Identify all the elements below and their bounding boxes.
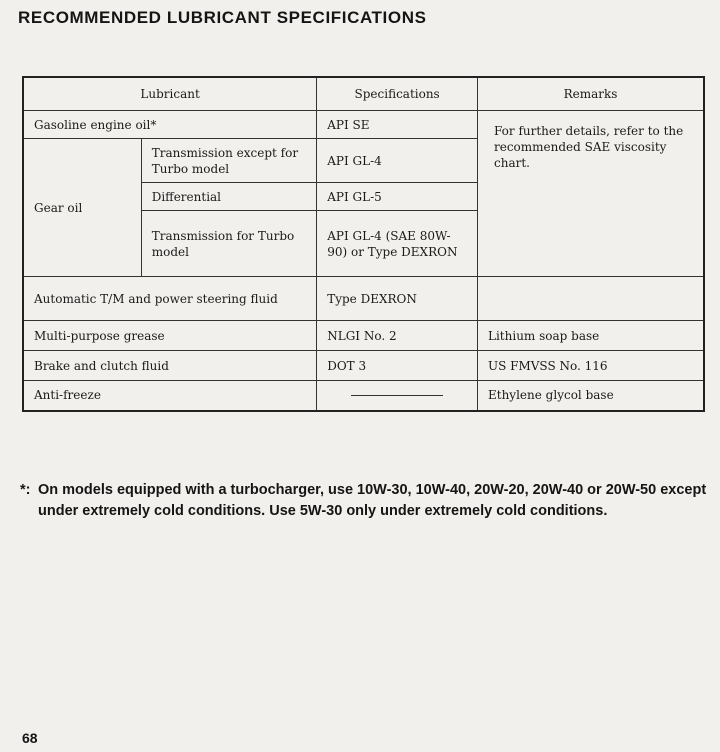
footnote-mark: *:: [20, 482, 31, 498]
table-header-row: [23, 77, 704, 111]
table-row: [23, 381, 704, 411]
header-specifications: Specifications: [317, 77, 478, 111]
empty-spec-dash: [351, 395, 443, 396]
table-row: [23, 277, 704, 321]
header-lubricant: Lubricant: [23, 77, 317, 111]
cell-gasoline-lubricant: Gasoline engine oil*: [23, 111, 317, 139]
cell-grease-spec: NLGI No. 2: [317, 321, 478, 351]
page-heading: RECOMMENDED LUBRICANT SPECIFICATIONS: [18, 8, 427, 27]
lubricant-spec-table: [22, 76, 705, 412]
cell-gasoline-spec: API SE: [317, 111, 478, 139]
cell-brake-remarks: US FMVSS No. 116: [478, 351, 705, 381]
cell-gear-sub2-label: Differential: [141, 183, 317, 211]
cell-antifreeze-lubricant: Anti-freeze: [23, 381, 317, 411]
cell-atf-remarks: [478, 277, 705, 321]
footnote-text: On models equipped with a turbocharger, use 10W-30, 10W-40, 20W-20, 20W-40 or 20W-50 except under extremely cold conditions. Use 5W-30 only under extremely cold conditions.: [38, 482, 707, 519]
cell-gear-sub2-spec: API GL-5: [317, 183, 478, 211]
cell-gear-sub3-spec: API GL-4 (SAE 80W-90) or Type DEXRON: [317, 211, 478, 277]
cell-grease-lubricant: Multi-purpose grease: [23, 321, 317, 351]
cell-grease-remarks: Lithium soap base: [478, 321, 705, 351]
table-row: [23, 111, 704, 139]
table-row: [23, 321, 704, 351]
cell-gear-sub1-spec: API GL-4: [317, 139, 478, 183]
cell-gear-lubricant: Gear oil: [23, 139, 141, 277]
cell-gear-remarks: For further details, refer to the recommended SAE viscosity chart.: [478, 111, 705, 277]
cell-antifreeze-spec: [317, 381, 478, 411]
cell-atf-spec: Type DEXRON: [317, 277, 478, 321]
header-remarks: Remarks: [478, 77, 705, 111]
cell-antifreeze-remarks: Ethylene glycol base: [478, 381, 705, 411]
cell-gear-sub1-label: Transmission except for Turbo model: [141, 139, 317, 183]
turbo-footnote: [20, 480, 710, 522]
cell-brake-spec: DOT 3: [317, 351, 478, 381]
cell-atf-lubricant: Automatic T/M and power steering fluid: [23, 277, 317, 321]
cell-gear-sub3-label: Transmission for Turbo model: [141, 211, 317, 277]
cell-brake-lubricant: Brake and clutch fluid: [23, 351, 317, 381]
table-row: [23, 351, 704, 381]
page-number: 68: [22, 730, 38, 746]
